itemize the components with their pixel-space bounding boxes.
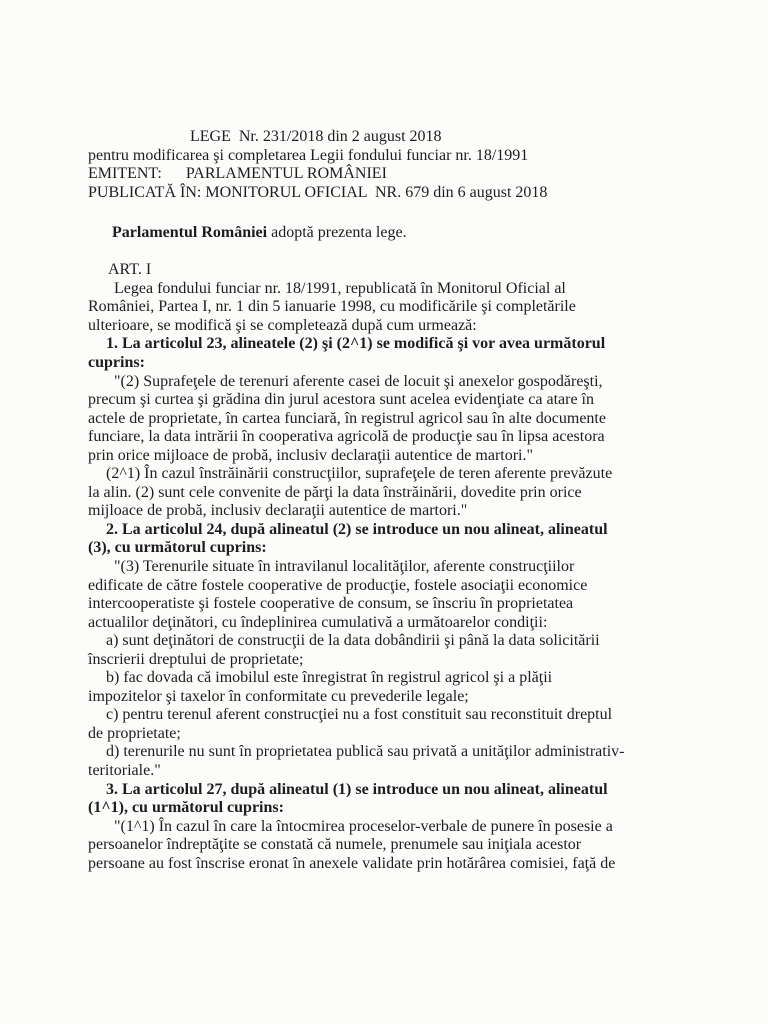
point-body-line: (2^1) În cazul înstrăinării construcţiilor, suprafeţele de teren aferente prevăzute [106,465,613,483]
point-heading-line: (1^1), cu următorul cuprins: [88,799,284,817]
point-body-line: mijloace de probă, inclusiv declaraţii autentice de martori." [88,502,468,520]
point-body-line: la alin. (2) sunt cele convenite de părţi la data înstrăinării, dovedite prin orice [88,483,582,501]
point-body-line: intercooperatiste şi fostele cooperative de consum, se înscriu în proprietatea [88,595,574,613]
preamble-text: adoptă prezenta lege. [267,224,407,242]
amendment-point-3 [88,781,728,874]
point-body-line: prin orice mijloace de probă, inclusiv declaraţii autentice de martori." [88,446,534,464]
point-body-line: d) terenurile nu sunt în proprietatea publică sau privată a unităţilor administrativ- [106,743,625,761]
point-heading-line: (3), cu următorul cuprins: [88,539,267,557]
point-body-line: de proprietate; [88,724,181,742]
point-body-line: impozitelor şi taxelor în conformitate cu prevederile legale; [88,687,469,705]
point-heading-line: 2. La articolul 24, după alineatul (2) se introduce un nou alineat, alineatul [106,520,608,538]
article-intro-line: Legea fondului funciar nr. 18/1991, republicată în Monitorul Oficial al [114,279,566,297]
amendment-point-1 [88,335,728,520]
amendment-point-2 [88,521,728,781]
point-body-line: actele de proprietate, în cartea funciară, în registrul agricol sau în alte documente [88,409,606,427]
document-text [88,128,728,873]
article-heading: ART. I [108,261,152,279]
point-body-line: a) sunt deţinători de construcţii de la data dobândirii şi până la data solicitării [106,632,600,650]
law-publication: PUBLICATĂ ÎN: MONITORUL OFICIAL NR. 679 din 6 august 2018 [88,183,548,201]
point-body-line: actualilor deţinători, cu îndeplinirea cumulativă a următoarelor condiţii: [88,613,548,631]
preamble [88,224,728,243]
article-intro-line: ulterioare, se modifică şi se completează după cum urmează: [88,316,477,334]
law-issuer: EMITENT: PARLAMENTUL ROMÂNIEI [88,165,387,183]
article-i [88,261,728,873]
article-intro-line: României, Partea I, nr. 1 din 5 ianuarie 1998, cu modificările şi completările [88,298,576,316]
point-body-line: "(2) Suprafeţele de terenuri aferente casei de locuit şi anexelor gospodăreşti, [114,372,603,390]
preamble-issuer: Parlamentul României [112,224,268,242]
point-body-line: "(1^1) În cazul în care la întocmirea proceselor-verbale de punere în posesie a [114,817,613,835]
point-body-line: edificate de către fostele cooperative de producţie, fostele asociaţii economice [88,576,588,594]
point-heading-line: 3. La articolul 27, după alineatul (1) se introduce un nou alineat, alineatul [106,780,608,798]
point-body-line: persoanelor îndreptăţite se constată că numele, prenumele sau iniţiala acestor [88,836,582,854]
point-body-line: "(3) Terenurile situate în intravilanul localităţilor, aferente construcţiilor [114,557,575,575]
point-body-line: înscrierii dreptului de proprietate; [88,650,304,668]
point-heading-line: cuprins: [88,353,145,371]
law-header [88,128,728,202]
law-subtitle: pentru modificarea şi completarea Legii fondului funciar nr. 18/1991 [88,146,529,164]
point-body-line: persoane au fost înscrise eronat în anexele validate prin hotărârea comisiei, faţă de [88,854,616,872]
point-heading-line: 1. La articolul 23, alineatele (2) şi (2^1) se modifică şi vor avea următorul [106,335,606,353]
law-title: LEGE Nr. 231/2018 din 2 august 2018 [190,128,442,145]
point-body-line: teritoriale." [88,762,161,779]
point-body-line: b) fac dovada că imobilul este înregistrat în registrul agricol şi a plăţii [106,669,553,687]
point-body-line: precum şi curtea şi grădina din jurul acestora sunt acelea evidenţiate ca atare în [88,391,594,409]
point-body-line: c) pentru terenul aferent construcţiei nu a fost constituit sau reconstituit dreptul [106,706,613,724]
point-body-line: funciare, la data intrării în cooperativa agricolă de producţie sau în lipsa acestora [88,428,605,446]
